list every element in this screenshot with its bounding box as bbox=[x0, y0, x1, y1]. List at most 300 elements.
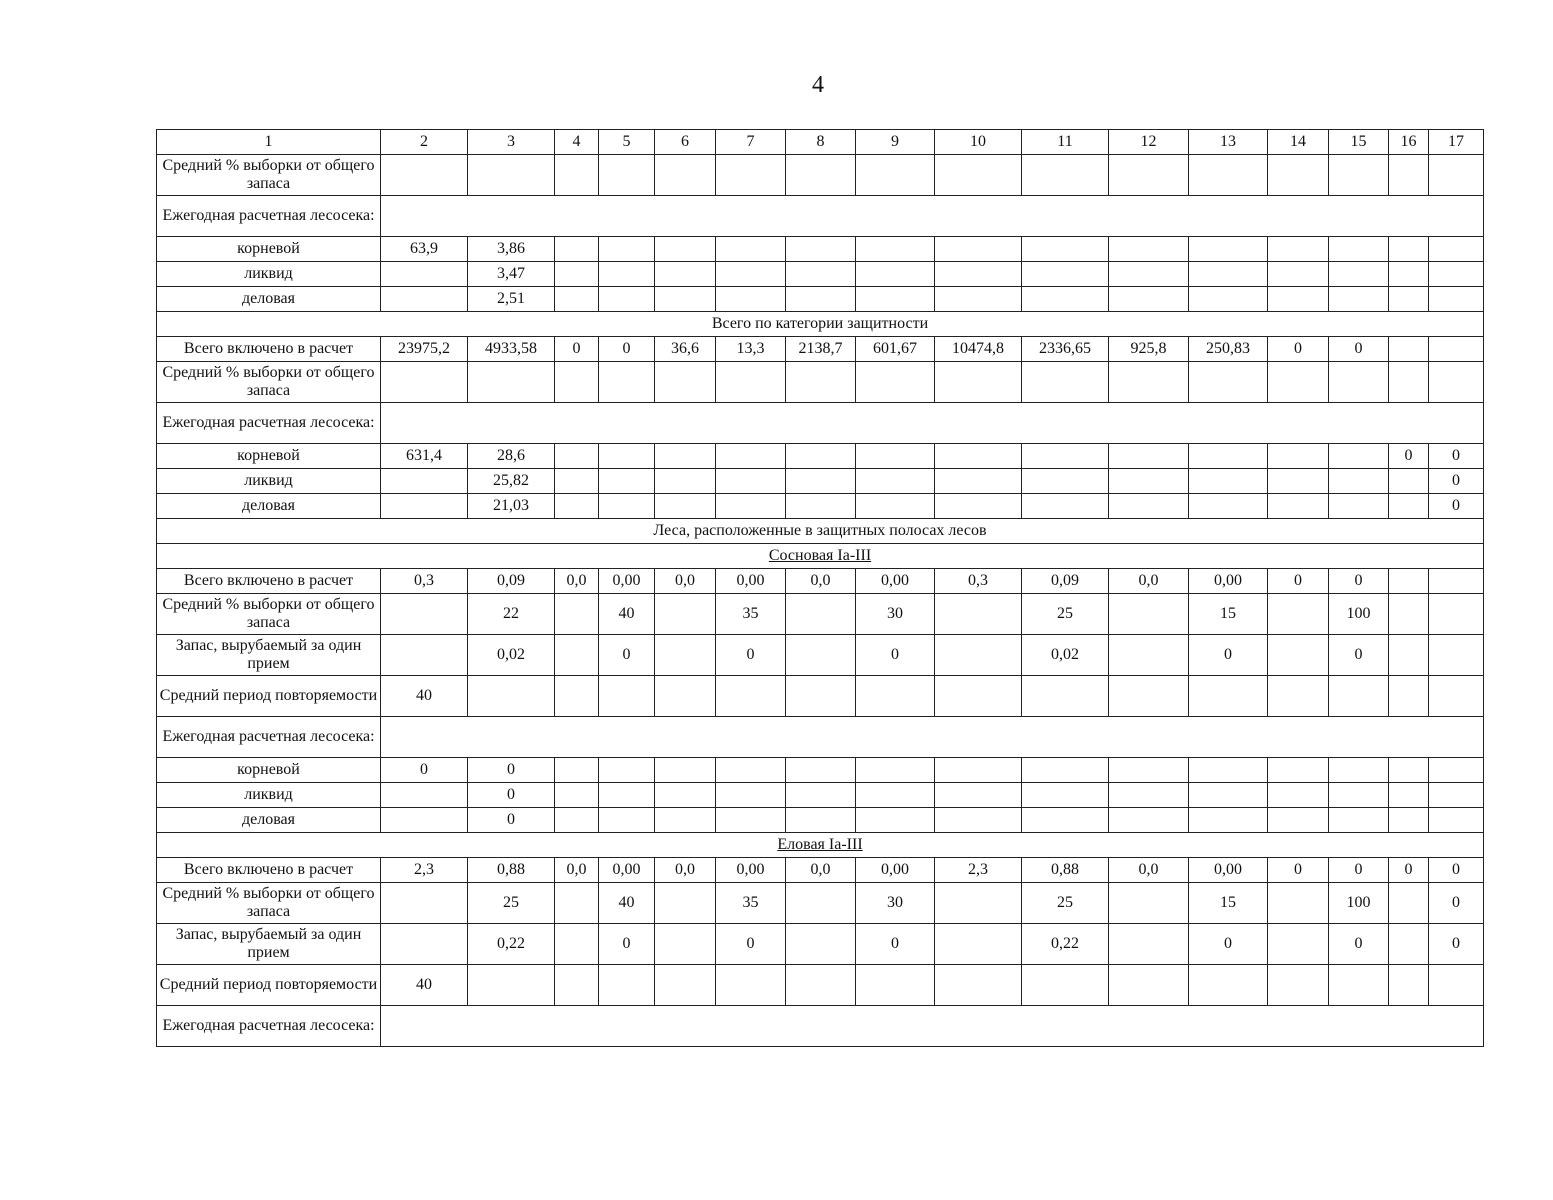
table-cell bbox=[1022, 965, 1109, 1006]
table-cell bbox=[555, 924, 599, 965]
table-cell: 0,0 bbox=[655, 858, 716, 883]
table-cell bbox=[655, 287, 716, 312]
table-row bbox=[157, 444, 1484, 469]
table-cell bbox=[655, 758, 716, 783]
table-cell bbox=[1268, 758, 1329, 783]
table-cell bbox=[856, 965, 935, 1006]
table-cell bbox=[655, 924, 716, 965]
row-label: Средний % выборки от общего запаса bbox=[157, 362, 381, 403]
table-cell: 40 bbox=[381, 965, 468, 1006]
table-cell: 0,0 bbox=[555, 569, 599, 594]
table-cell bbox=[599, 965, 655, 1006]
row-label: Ежегодная расчетная лесосека: bbox=[157, 717, 381, 758]
table-cell bbox=[1109, 594, 1189, 635]
table-cell bbox=[1389, 758, 1429, 783]
section-title bbox=[157, 544, 1484, 569]
table-cell: 23975,2 bbox=[381, 337, 468, 362]
table-cell bbox=[655, 362, 716, 403]
table-cell bbox=[1389, 155, 1429, 196]
table-cell: 0,0 bbox=[1109, 858, 1189, 883]
table-cell bbox=[856, 362, 935, 403]
table-cell bbox=[786, 469, 856, 494]
table-cell: 25 bbox=[1022, 594, 1109, 635]
column-number: 2 bbox=[381, 130, 468, 155]
table-cell bbox=[856, 494, 935, 519]
table-cell: 2,3 bbox=[381, 858, 468, 883]
table-cell bbox=[935, 362, 1022, 403]
section-title bbox=[157, 519, 1484, 544]
table-row bbox=[157, 494, 1484, 519]
table-cell bbox=[935, 262, 1022, 287]
table-cell: 0,0 bbox=[555, 858, 599, 883]
table-cell: 25,82 bbox=[468, 469, 555, 494]
table-cell bbox=[381, 783, 468, 808]
table-cell bbox=[1109, 808, 1189, 833]
table-cell bbox=[599, 444, 655, 469]
table-cell: 0 bbox=[1329, 858, 1389, 883]
table-cell: 2,51 bbox=[468, 287, 555, 312]
table-cell bbox=[381, 155, 468, 196]
table-cell bbox=[716, 362, 786, 403]
column-number: 1 bbox=[157, 130, 381, 155]
section-header-row bbox=[157, 312, 1484, 337]
table-cell: 0 bbox=[716, 924, 786, 965]
table-cell bbox=[786, 594, 856, 635]
table-cell bbox=[1429, 676, 1484, 717]
table-cell bbox=[1429, 337, 1484, 362]
table-cell bbox=[1189, 155, 1268, 196]
table-cell bbox=[1389, 783, 1429, 808]
row-label: деловая bbox=[157, 494, 381, 519]
table-cell bbox=[1022, 808, 1109, 833]
table-cell: 35 bbox=[716, 594, 786, 635]
table-cell: 925,8 bbox=[1109, 337, 1189, 362]
table-cell bbox=[655, 783, 716, 808]
table-cell bbox=[1268, 676, 1329, 717]
table-cell: 0,09 bbox=[468, 569, 555, 594]
table-cell: 36,6 bbox=[655, 337, 716, 362]
table-cell bbox=[1189, 494, 1268, 519]
table-cell bbox=[786, 287, 856, 312]
table-cell bbox=[599, 758, 655, 783]
table-cell bbox=[935, 783, 1022, 808]
table-cell bbox=[786, 676, 856, 717]
table-cell bbox=[1389, 362, 1429, 403]
table-cell: 30 bbox=[856, 594, 935, 635]
table-cell bbox=[381, 635, 468, 676]
table-cell bbox=[1389, 635, 1429, 676]
table-cell bbox=[1189, 965, 1268, 1006]
table-cell bbox=[381, 469, 468, 494]
section-title bbox=[157, 833, 1484, 858]
table-cell bbox=[555, 362, 599, 403]
table-cell bbox=[1189, 362, 1268, 403]
table-cell bbox=[1109, 635, 1189, 676]
table-cell: 0,0 bbox=[786, 858, 856, 883]
table-cell bbox=[786, 362, 856, 403]
table-row bbox=[157, 155, 1484, 196]
table-cell bbox=[555, 469, 599, 494]
row-label: Ежегодная расчетная лесосека: bbox=[157, 1006, 381, 1047]
forest-calculation-table bbox=[156, 129, 1484, 1047]
row-label: Средний период повторяемости bbox=[157, 676, 381, 717]
table-cell bbox=[1109, 965, 1189, 1006]
table-cell bbox=[1109, 262, 1189, 287]
table-cell bbox=[786, 883, 856, 924]
table-row bbox=[157, 635, 1484, 676]
table-cell bbox=[1389, 469, 1429, 494]
table-cell: 0,09 bbox=[1022, 569, 1109, 594]
table-row bbox=[157, 594, 1484, 635]
table-cell bbox=[1268, 494, 1329, 519]
table-cell bbox=[381, 362, 468, 403]
table-row bbox=[157, 924, 1484, 965]
row-label: корневой bbox=[157, 444, 381, 469]
table-cell: 0 bbox=[468, 808, 555, 833]
table-cell bbox=[1189, 287, 1268, 312]
table-cell bbox=[856, 808, 935, 833]
table-cell: 250,83 bbox=[1189, 337, 1268, 362]
table-cell bbox=[1329, 362, 1389, 403]
table-cell bbox=[1189, 444, 1268, 469]
table-cell bbox=[935, 965, 1022, 1006]
table-cell bbox=[468, 155, 555, 196]
table-cell bbox=[716, 287, 786, 312]
table-cell bbox=[599, 469, 655, 494]
table-cell: 3,86 bbox=[468, 237, 555, 262]
table-cell bbox=[1389, 883, 1429, 924]
table-cell bbox=[1109, 287, 1189, 312]
table-cell bbox=[716, 262, 786, 287]
column-number: 12 bbox=[1109, 130, 1189, 155]
row-label: ликвид bbox=[157, 469, 381, 494]
table-cell bbox=[716, 965, 786, 1006]
table-cell: 0,0 bbox=[655, 569, 716, 594]
table-cell: 0,3 bbox=[935, 569, 1022, 594]
table-cell bbox=[1429, 362, 1484, 403]
table-cell: 40 bbox=[599, 594, 655, 635]
column-number: 8 bbox=[786, 130, 856, 155]
table-cell bbox=[655, 676, 716, 717]
table-cell bbox=[1109, 883, 1189, 924]
table-cell: 0 bbox=[1429, 494, 1484, 519]
column-number: 7 bbox=[716, 130, 786, 155]
table-cell: 0,0 bbox=[786, 569, 856, 594]
table-row bbox=[157, 237, 1484, 262]
table-cell bbox=[1429, 155, 1484, 196]
table-cell bbox=[1109, 758, 1189, 783]
table-cell bbox=[1268, 469, 1329, 494]
table-cell: 0,00 bbox=[1189, 858, 1268, 883]
table-cell bbox=[1109, 924, 1189, 965]
table-cell bbox=[1268, 262, 1329, 287]
table-cell bbox=[856, 262, 935, 287]
table-cell bbox=[716, 444, 786, 469]
table-cell bbox=[1429, 569, 1484, 594]
table-cell bbox=[856, 444, 935, 469]
table-cell bbox=[1189, 469, 1268, 494]
section-title-text: Всего по категории защитности bbox=[711, 315, 929, 332]
table-cell: 0 bbox=[1429, 883, 1484, 924]
table-cell: 0 bbox=[1429, 444, 1484, 469]
table-cell bbox=[786, 808, 856, 833]
table-cell bbox=[1189, 676, 1268, 717]
table-row bbox=[157, 262, 1484, 287]
table-cell bbox=[1389, 569, 1429, 594]
table-cell bbox=[786, 758, 856, 783]
table-cell: 30 bbox=[856, 883, 935, 924]
table-cell: 0 bbox=[1189, 924, 1268, 965]
column-number: 15 bbox=[1329, 130, 1389, 155]
table-cell bbox=[786, 783, 856, 808]
column-number: 3 bbox=[468, 130, 555, 155]
table-cell bbox=[599, 155, 655, 196]
group-label-row bbox=[157, 1006, 1484, 1047]
table-cell bbox=[1389, 287, 1429, 312]
table-cell: 0 bbox=[468, 783, 555, 808]
table-cell bbox=[1268, 362, 1329, 403]
table-cell: 2,3 bbox=[935, 858, 1022, 883]
column-number: 13 bbox=[1189, 130, 1268, 155]
table-cell bbox=[1329, 262, 1389, 287]
table-cell: 15 bbox=[1189, 594, 1268, 635]
table-cell: 0 bbox=[1329, 635, 1389, 676]
section-title-text: Еловая Iа-III bbox=[777, 836, 863, 853]
table-cell bbox=[599, 808, 655, 833]
table-row bbox=[157, 362, 1484, 403]
row-label: Запас, вырубаемый за один прием bbox=[157, 635, 381, 676]
table-cell bbox=[1022, 444, 1109, 469]
table-cell bbox=[381, 494, 468, 519]
row-label: деловая bbox=[157, 808, 381, 833]
table-cell bbox=[468, 362, 555, 403]
table-cell bbox=[468, 676, 555, 717]
row-label: Всего включено в расчет bbox=[157, 569, 381, 594]
row-label: Средний % выборки от общего запаса bbox=[157, 883, 381, 924]
table-cell: 631,4 bbox=[381, 444, 468, 469]
column-number: 17 bbox=[1429, 130, 1484, 155]
table-cell bbox=[1109, 676, 1189, 717]
table-row bbox=[157, 965, 1484, 1006]
table-cell bbox=[1268, 444, 1329, 469]
table-cell: 40 bbox=[599, 883, 655, 924]
table-cell bbox=[555, 155, 599, 196]
table-cell bbox=[786, 924, 856, 965]
empty-span-cell bbox=[381, 196, 1484, 237]
table-cell bbox=[935, 883, 1022, 924]
table-cell bbox=[555, 262, 599, 287]
table-cell bbox=[1429, 635, 1484, 676]
table-cell bbox=[655, 883, 716, 924]
table-cell bbox=[655, 237, 716, 262]
column-number: 10 bbox=[935, 130, 1022, 155]
table-cell bbox=[1429, 237, 1484, 262]
table-cell: 25 bbox=[468, 883, 555, 924]
table-cell bbox=[1329, 783, 1389, 808]
table-cell: 0,88 bbox=[468, 858, 555, 883]
table-cell bbox=[935, 237, 1022, 262]
table-cell bbox=[381, 924, 468, 965]
table-cell bbox=[935, 808, 1022, 833]
table-row bbox=[157, 883, 1484, 924]
table-cell bbox=[856, 469, 935, 494]
row-label: Ежегодная расчетная лесосека: bbox=[157, 196, 381, 237]
row-label: ликвид bbox=[157, 262, 381, 287]
table-row bbox=[157, 569, 1484, 594]
table-cell bbox=[555, 594, 599, 635]
table-cell: 100 bbox=[1329, 883, 1389, 924]
empty-span-cell bbox=[381, 717, 1484, 758]
table-cell bbox=[935, 155, 1022, 196]
table-cell bbox=[655, 262, 716, 287]
table-cell bbox=[1022, 676, 1109, 717]
table-cell: 0,00 bbox=[716, 858, 786, 883]
table-cell: 0 bbox=[599, 635, 655, 676]
table-cell bbox=[1109, 783, 1189, 808]
column-number: 6 bbox=[655, 130, 716, 155]
table-cell: 2336,65 bbox=[1022, 337, 1109, 362]
row-label: Ежегодная расчетная лесосека: bbox=[157, 403, 381, 444]
row-label: Запас, вырубаемый за один прием bbox=[157, 924, 381, 965]
table-cell: 63,9 bbox=[381, 237, 468, 262]
table-cell bbox=[1189, 783, 1268, 808]
table-cell bbox=[1268, 808, 1329, 833]
table-cell bbox=[935, 594, 1022, 635]
page-number: 4 bbox=[812, 72, 824, 98]
table-cell bbox=[1389, 594, 1429, 635]
table-cell bbox=[1329, 287, 1389, 312]
table-row bbox=[157, 858, 1484, 883]
table-cell: 0 bbox=[599, 924, 655, 965]
table-cell bbox=[555, 237, 599, 262]
column-number: 9 bbox=[856, 130, 935, 155]
table-cell bbox=[935, 287, 1022, 312]
column-number-row bbox=[157, 130, 1484, 155]
table-cell bbox=[555, 783, 599, 808]
section-title bbox=[157, 312, 1484, 337]
table-cell bbox=[599, 362, 655, 403]
table-cell: 22 bbox=[468, 594, 555, 635]
group-label-row bbox=[157, 196, 1484, 237]
column-number: 5 bbox=[599, 130, 655, 155]
table-cell bbox=[1268, 783, 1329, 808]
column-number: 11 bbox=[1022, 130, 1109, 155]
table-cell bbox=[1329, 808, 1389, 833]
table-cell bbox=[655, 965, 716, 1006]
table-cell bbox=[935, 676, 1022, 717]
section-title-text: Леса, расположенные в защитных полосах лесов bbox=[653, 522, 987, 539]
table-cell bbox=[1268, 594, 1329, 635]
table-cell bbox=[1429, 808, 1484, 833]
table-cell: 0,02 bbox=[468, 635, 555, 676]
table-cell bbox=[1022, 155, 1109, 196]
table-cell bbox=[1268, 635, 1329, 676]
table-cell bbox=[1429, 594, 1484, 635]
table-cell bbox=[599, 494, 655, 519]
table-cell bbox=[555, 965, 599, 1006]
table-cell bbox=[1109, 155, 1189, 196]
table-cell bbox=[1389, 808, 1429, 833]
table-cell bbox=[555, 494, 599, 519]
table-cell: 0 bbox=[1429, 858, 1484, 883]
table-cell: 4933,58 bbox=[468, 337, 555, 362]
table-cell bbox=[1022, 469, 1109, 494]
table-cell bbox=[555, 676, 599, 717]
row-label: Средний период повторяемости bbox=[157, 965, 381, 1006]
table-cell: 0 bbox=[1329, 337, 1389, 362]
table-cell: 35 bbox=[716, 883, 786, 924]
table-cell bbox=[716, 808, 786, 833]
table-cell bbox=[786, 635, 856, 676]
table-cell: 10474,8 bbox=[935, 337, 1022, 362]
table-cell: 0,0 bbox=[1109, 569, 1189, 594]
table-cell bbox=[1389, 237, 1429, 262]
table-cell: 0 bbox=[555, 337, 599, 362]
table-cell bbox=[655, 494, 716, 519]
table-cell: 2138,7 bbox=[786, 337, 856, 362]
table-cell bbox=[1429, 262, 1484, 287]
table-cell bbox=[856, 237, 935, 262]
table-cell bbox=[655, 808, 716, 833]
table-cell bbox=[1329, 469, 1389, 494]
table-cell: 0,00 bbox=[856, 569, 935, 594]
table-cell bbox=[856, 783, 935, 808]
table-cell: 0 bbox=[1389, 444, 1429, 469]
table-cell: 0 bbox=[1189, 635, 1268, 676]
table-cell bbox=[655, 155, 716, 196]
table-cell: 15 bbox=[1189, 883, 1268, 924]
table-cell bbox=[716, 758, 786, 783]
column-number: 14 bbox=[1268, 130, 1329, 155]
table-cell bbox=[555, 808, 599, 833]
table-cell: 0 bbox=[1268, 569, 1329, 594]
table-cell bbox=[1329, 676, 1389, 717]
table-cell bbox=[1189, 237, 1268, 262]
table-cell: 0,22 bbox=[1022, 924, 1109, 965]
table-cell bbox=[1189, 808, 1268, 833]
table-cell bbox=[716, 155, 786, 196]
table-cell: 0 bbox=[856, 635, 935, 676]
table-cell: 0 bbox=[1329, 569, 1389, 594]
table-cell bbox=[786, 262, 856, 287]
row-label: ликвид bbox=[157, 783, 381, 808]
table-row bbox=[157, 783, 1484, 808]
table-cell bbox=[856, 676, 935, 717]
table-cell bbox=[1329, 965, 1389, 1006]
table-cell bbox=[935, 469, 1022, 494]
table-row bbox=[157, 676, 1484, 717]
table-cell bbox=[1022, 362, 1109, 403]
empty-span-cell bbox=[381, 403, 1484, 444]
table-cell bbox=[599, 783, 655, 808]
table-cell bbox=[381, 808, 468, 833]
table-cell: 0 bbox=[1429, 469, 1484, 494]
row-label: Всего включено в расчет bbox=[157, 337, 381, 362]
table-cell: 28,6 bbox=[468, 444, 555, 469]
table-cell bbox=[935, 758, 1022, 783]
table-cell: 13,3 bbox=[716, 337, 786, 362]
table-cell bbox=[1189, 262, 1268, 287]
table-cell: 0 bbox=[716, 635, 786, 676]
table-cell bbox=[1109, 469, 1189, 494]
table-row bbox=[157, 469, 1484, 494]
table-cell: 601,67 bbox=[856, 337, 935, 362]
table-cell: 0 bbox=[381, 758, 468, 783]
table-cell bbox=[935, 924, 1022, 965]
table-row bbox=[157, 337, 1484, 362]
table-cell: 0,22 bbox=[468, 924, 555, 965]
table-cell bbox=[655, 635, 716, 676]
